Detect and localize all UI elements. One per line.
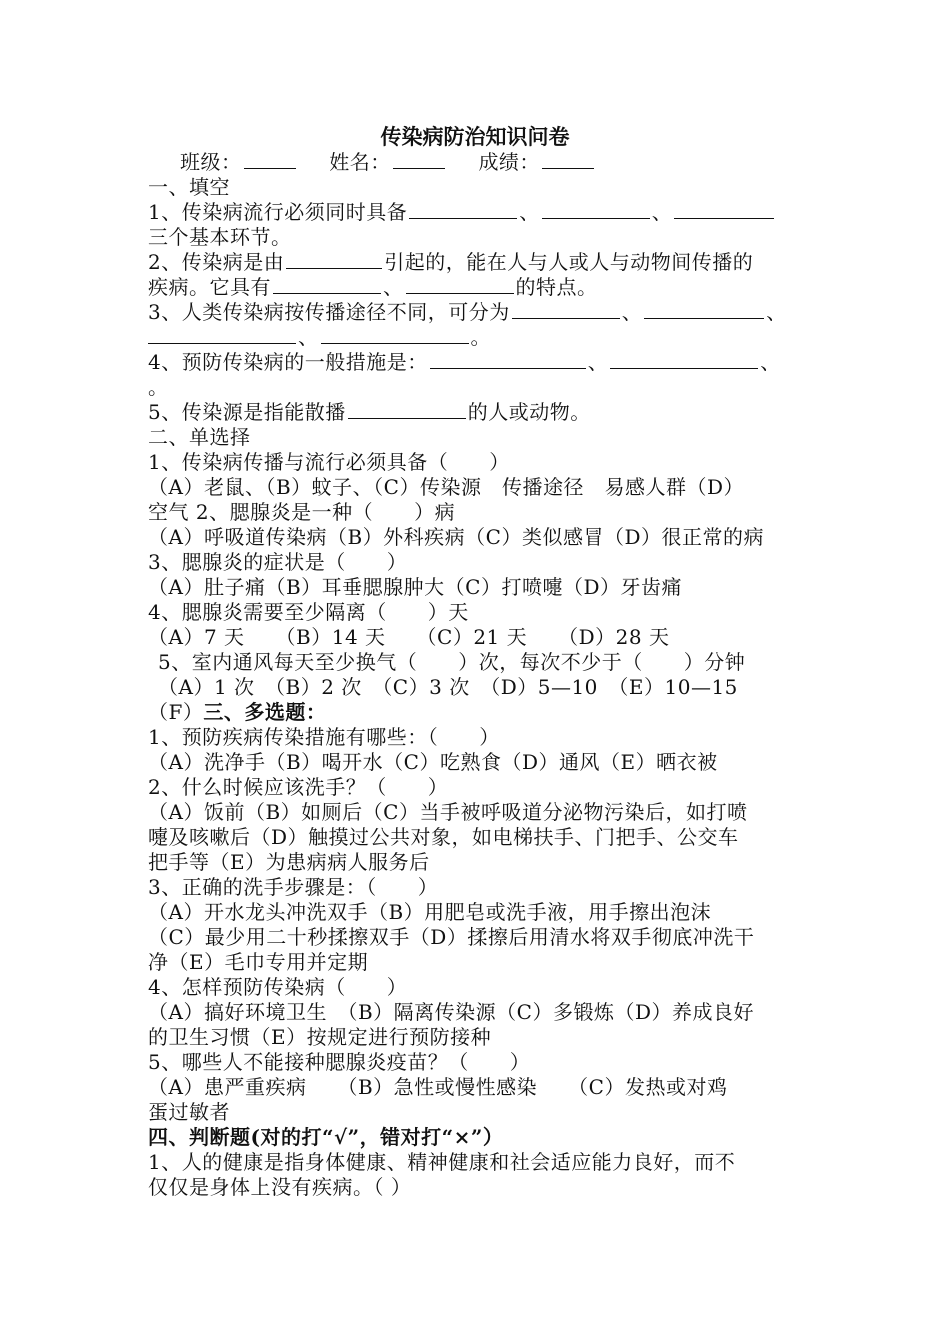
section-heading-fill: 一、填空 <box>148 175 230 199</box>
score-blank[interactable] <box>542 150 594 169</box>
question-text: 3、人类传染病按传播途径不同，可分为 <box>148 300 510 324</box>
question-line: 空气 2、腮腺炎是一种（ ）病 <box>148 500 456 524</box>
answer-blank[interactable] <box>610 350 758 369</box>
question-line: 4、怎样预防传染病（ ） <box>148 975 408 999</box>
options-line: 的卫生习惯（E）按规定进行预防接种 <box>148 1025 492 1049</box>
section-heading-judge: 四、判断题(对的打“√”，错对打“×”） <box>148 1125 504 1149</box>
separator: 、 <box>298 325 319 349</box>
options-line: （A）老鼠、（B）蚊子、（C）传染源 传播途径 易感人群（D） <box>148 475 744 499</box>
question-line <box>148 350 781 374</box>
question-text: 4、预防传染病的一般措施是： <box>148 350 428 374</box>
separator: 、 <box>766 300 787 324</box>
section-heading-multi: 三、多选题： <box>203 700 327 724</box>
options-line: （A）搞好环境卫生 （B）隔离传染源（C）多锻炼（D）养成良好 <box>148 1000 754 1024</box>
options-line: （A）患严重疾病 （B）急性或慢性感染 （C）发热或对鸡 <box>148 1075 728 1099</box>
end-mark: 。 <box>470 325 491 349</box>
question-line: 3、腮腺炎的症状是（ ） <box>148 550 408 574</box>
separator: 、 <box>519 200 540 224</box>
options-line: 净（E）毛巾专用并定期 <box>148 950 369 974</box>
question-line: 2、什么时候应该洗手？（ ） <box>148 775 449 799</box>
question-line: 4、腮腺炎需要至少隔离（ ）天 <box>148 600 469 624</box>
separator: 、 <box>587 350 609 374</box>
question-text: 5、传染源是指能散播 <box>148 400 346 424</box>
question-line: 三个基本环节。 <box>148 225 292 249</box>
class-label: 班级： <box>180 150 242 174</box>
question-line <box>148 200 776 224</box>
header-info-line <box>180 150 596 174</box>
question-line <box>148 300 787 324</box>
question-line <box>148 250 753 274</box>
question-line <box>148 275 598 299</box>
options-line: （A）开水龙头冲洗双手（B）用肥皂或洗手液，用手擦出泡沫 <box>148 900 712 924</box>
separator: 、 <box>621 300 643 324</box>
answer-blank[interactable] <box>674 200 774 219</box>
answer-blank[interactable] <box>348 400 466 419</box>
question-text: 的特点。 <box>515 275 598 299</box>
options-line: （A）呼吸道传染病（B）外科疾病（C）类似感冒（D）很正常的病 <box>148 525 764 549</box>
answer-blank[interactable] <box>430 350 586 369</box>
question-text: 2、传染病是由 <box>148 250 285 274</box>
answer-blank[interactable] <box>148 325 296 344</box>
answer-blank[interactable] <box>644 300 764 319</box>
question-text: 引起的，能在人与人或人与动物间传播的 <box>384 250 754 274</box>
separator: 、 <box>760 350 781 374</box>
options-line: （A）7 天 （B）14 天 （C）21 天 （D）28 天 <box>148 625 670 649</box>
question-line: 1、人的健康是指身体健康、精神健康和社会适应能力良好，而不 <box>148 1150 736 1174</box>
options-line: （A）洗净手（B）喝开水（C）吃熟食（D）通风（E）晒衣被 <box>148 750 718 774</box>
question-text: 1、传染病流行必须同时具备 <box>148 200 408 224</box>
question-line <box>148 325 491 349</box>
answer-blank[interactable] <box>409 200 517 219</box>
question-text: 疾病。它具有 <box>148 275 271 299</box>
answer-blank[interactable] <box>542 200 650 219</box>
question-line <box>148 400 591 424</box>
options-line: 蛋过敏者 <box>148 1100 230 1124</box>
question-line: 3、正确的洗手步骤是：（ ） <box>148 875 439 899</box>
answer-blank[interactable] <box>406 275 514 294</box>
options-line: （C）最少用二十秒揉擦双手（D）揉擦后用清水将双手彻底冲洗干 <box>148 925 755 949</box>
separator: 、 <box>651 200 673 224</box>
end-mark-line: 。 <box>148 375 169 399</box>
options-line <box>148 700 326 724</box>
question-line: 1、传染病传播与流行必须具备（ ） <box>148 450 510 474</box>
page-title: 传染病防治知识问卷 <box>380 124 570 149</box>
options-line: （A）肚子痛（B）耳垂腮腺肿大（C）打喷嚏（D）牙齿痛 <box>148 575 682 599</box>
name-blank[interactable] <box>393 150 445 169</box>
answer-blank[interactable] <box>273 275 381 294</box>
question-line: 5、室内通风每天至少换气（ ）次，每次不少于（ ）分钟 <box>158 650 746 674</box>
question-line: 仅仅是身体上没有疾病。（ ） <box>148 1175 412 1199</box>
question-line: 1、预防疾病传染措施有哪些：（ ） <box>148 725 500 749</box>
answer-blank[interactable] <box>512 300 620 319</box>
score-label: 成绩： <box>478 150 540 174</box>
options-line: （A）1 次 （B）2 次 （C）3 次 （D）5—10 （E）10—15 <box>158 675 738 699</box>
options-line: 嚏及咳嗽后（D）触摸过公共对象，如电梯扶手、门把手、公交车 <box>148 825 739 849</box>
question-text: 的人或动物。 <box>467 400 591 424</box>
options-line: （A）饭前（B）如厕后（C）当手被呼吸道分泌物污染后，如打喷 <box>148 800 748 824</box>
separator: 、 <box>383 275 404 299</box>
section-heading-single: 二、单选择 <box>148 425 251 449</box>
name-label: 姓名： <box>329 150 391 174</box>
answer-blank[interactable] <box>321 325 469 344</box>
options-line: 把手等（E）为患病病人服务后 <box>148 850 430 874</box>
option-f: （F） <box>148 700 204 724</box>
answer-blank[interactable] <box>286 250 382 269</box>
class-blank[interactable] <box>244 150 296 169</box>
question-line: 5、哪些人不能接种腮腺炎疫苗？（ ） <box>148 1050 531 1074</box>
